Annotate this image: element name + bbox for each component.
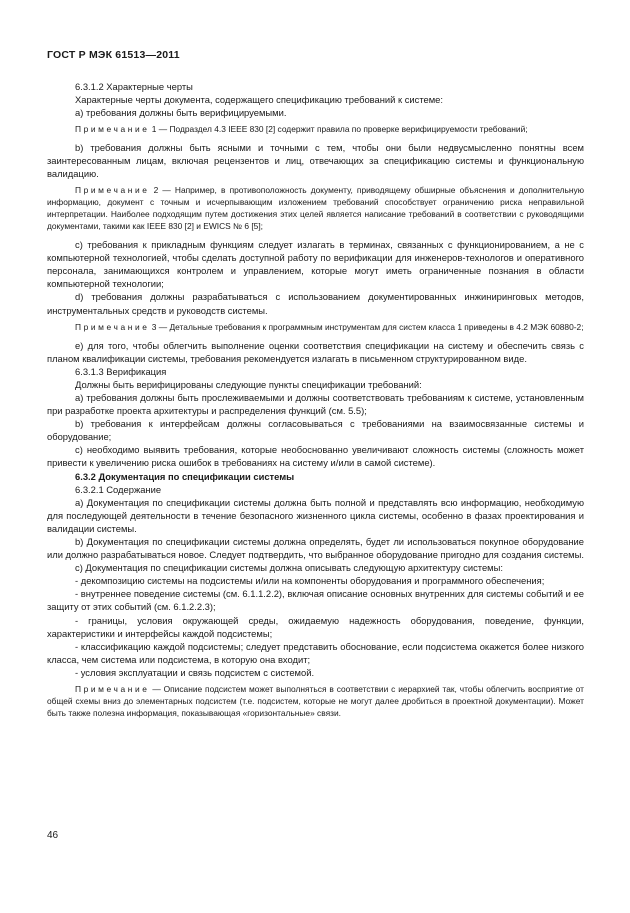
dash-item: - границы, условия окружающей среды, ожидаемую надежность оборудования, поведение, функции, характеристики и интерфейсы каждой подсистемы; <box>47 614 584 639</box>
list-item: а) требования должны быть прослеживаемыми и должны соответствовать требованиям к системе, установленным при разработке проекта архитектуры и распределения функций (см. 5.5); <box>47 391 584 417</box>
note <box>47 124 584 136</box>
list-item: b) Документация по спецификации системы должна определять, будет ли использоваться покупное оборудование или должно разрабатываться новое. Следует подтвердить, что выбранное оборудование пригодно для создания системы. <box>47 535 584 561</box>
note-label: Примечание <box>75 185 150 196</box>
section-heading: 6.3.2 Документация по спецификации системы <box>75 470 295 482</box>
subsection-heading: 6.3.1.2 Характерные черты <box>75 81 193 92</box>
note-text: 3 — Детальные требования к программным инструментам для систем класса 1 приведены в 4.2 МЭК 60880-2; <box>149 321 584 332</box>
note-label: Примечание <box>75 124 150 135</box>
document-header: ГОСТ Р МЭК 61513—2011 <box>47 49 180 61</box>
dash-item: - условия эксплуатации и связь подсистем с системой. <box>75 666 315 678</box>
document-body <box>47 80 584 720</box>
list-item: а) требования должны быть верифицируемыми. <box>75 107 287 119</box>
dash-item: - декомпозицию системы на подсистемы и/или на компоненты оборудования и программного обеспечения; <box>75 575 545 587</box>
list-item: с) необходимо выявить требования, которые необоснованно увеличивают сложность системы (сложность может привести к увеличению риска ошибок в требованиях на систему и/или в самой системе). <box>47 444 584 469</box>
note <box>47 322 584 334</box>
list-item: b) требования должны быть ясными и точными с тем, чтобы они были недвусмысленно понятны всем заинтересованным лицам, включая рецензентов и лиц, отвечающих за спецификацию системы и функциональную валидацию. <box>47 142 584 180</box>
note <box>47 185 584 233</box>
list-item: е) для того, чтобы облегчить выполнение оценки соответствия спецификации на систему и обеспечить связь с планом квалификации системы, требования рекомендуется излагать в письменном структурированном виде. <box>47 339 584 364</box>
note-text: 2 — Например, в противоположность документу, приводящему обширные объяснения и дополнительную информацию, документ с точным и исчерпывающим изложением требований способствует ограничению риска неправильной интерпретации. Наиболее подходящим путем достижения этих целей является написание требований в соответствии с руководящими документами, такими как IEEE 830 [2] и EWICS № 6 [5]; <box>47 185 584 232</box>
dash-item: - внутреннее поведение системы (см. 6.1.1.2.2), включая описание основных внутренних для системы событий и ее защиту от этих событий (см. 6.1.2.2.3); <box>47 588 584 613</box>
note <box>47 684 584 720</box>
subsection-heading: 6.3.1.3 Верификация <box>75 365 167 377</box>
subsection-heading: 6.3.2.1 Содержание <box>75 483 162 495</box>
list-item: с) требования к прикладным функциям следует излагать в терминах, связанных с функционированием, а не с компьютерной технологией, чтобы сделать доступной работу по верификации для инженеров-технологов и оперативного персонала, занимающихся контролем и управлением, которые могут иметь ограниченные познания в области компьютерной технологии; <box>47 239 584 290</box>
note-text: — Описание подсистем может выполняться в соответствии с иерархией так, чтобы облегчить восприятие от общей схемы вниз до элементарных подсистем (т.е. подсистем, которые не могут далее дробиться в проектной документации). Может быть также полезна информация, показывающая «горизонтальные» связи. <box>47 684 584 718</box>
list-item: с) Документация по спецификации системы должна описывать следующую архитектуру системы: <box>75 562 503 574</box>
paragraph: Характерные черты документа, содержащего спецификацию требований к системе: <box>75 94 443 106</box>
dash-item: - классификацию каждой подсистемы; следует представить обоснование, если подсистема окажется более низкого класса, чем система или подсистема, в которую она входит; <box>47 640 584 665</box>
note-label: Примечание <box>75 684 150 694</box>
note-label: Примечание <box>75 321 150 332</box>
paragraph: Должны быть верифицированы следующие пункты спецификации требований: <box>75 378 422 390</box>
page-number: 46 <box>47 830 59 841</box>
list-item: b) требования к интерфейсам должны согласовываться с требованиями на взаимосвязанные системы и оборудование; <box>47 418 584 443</box>
list-item: а) Документация по спецификации системы должна быть полной и представлять всю информацию, необходимую для последующей деятельности в течение безопасного жизненного цикла системы, особенно в фазах проектирования и валидации системы. <box>47 496 584 534</box>
list-item: d) требования должны разрабатываться с использованием документированных инжиниринговых методов, инструментальных средств и руководств системы. <box>47 291 584 316</box>
note-text: 1 — Подраздел 4.3 IEEE 830 [2] содержит правила по проверке верифицируемости требований; <box>149 124 528 135</box>
